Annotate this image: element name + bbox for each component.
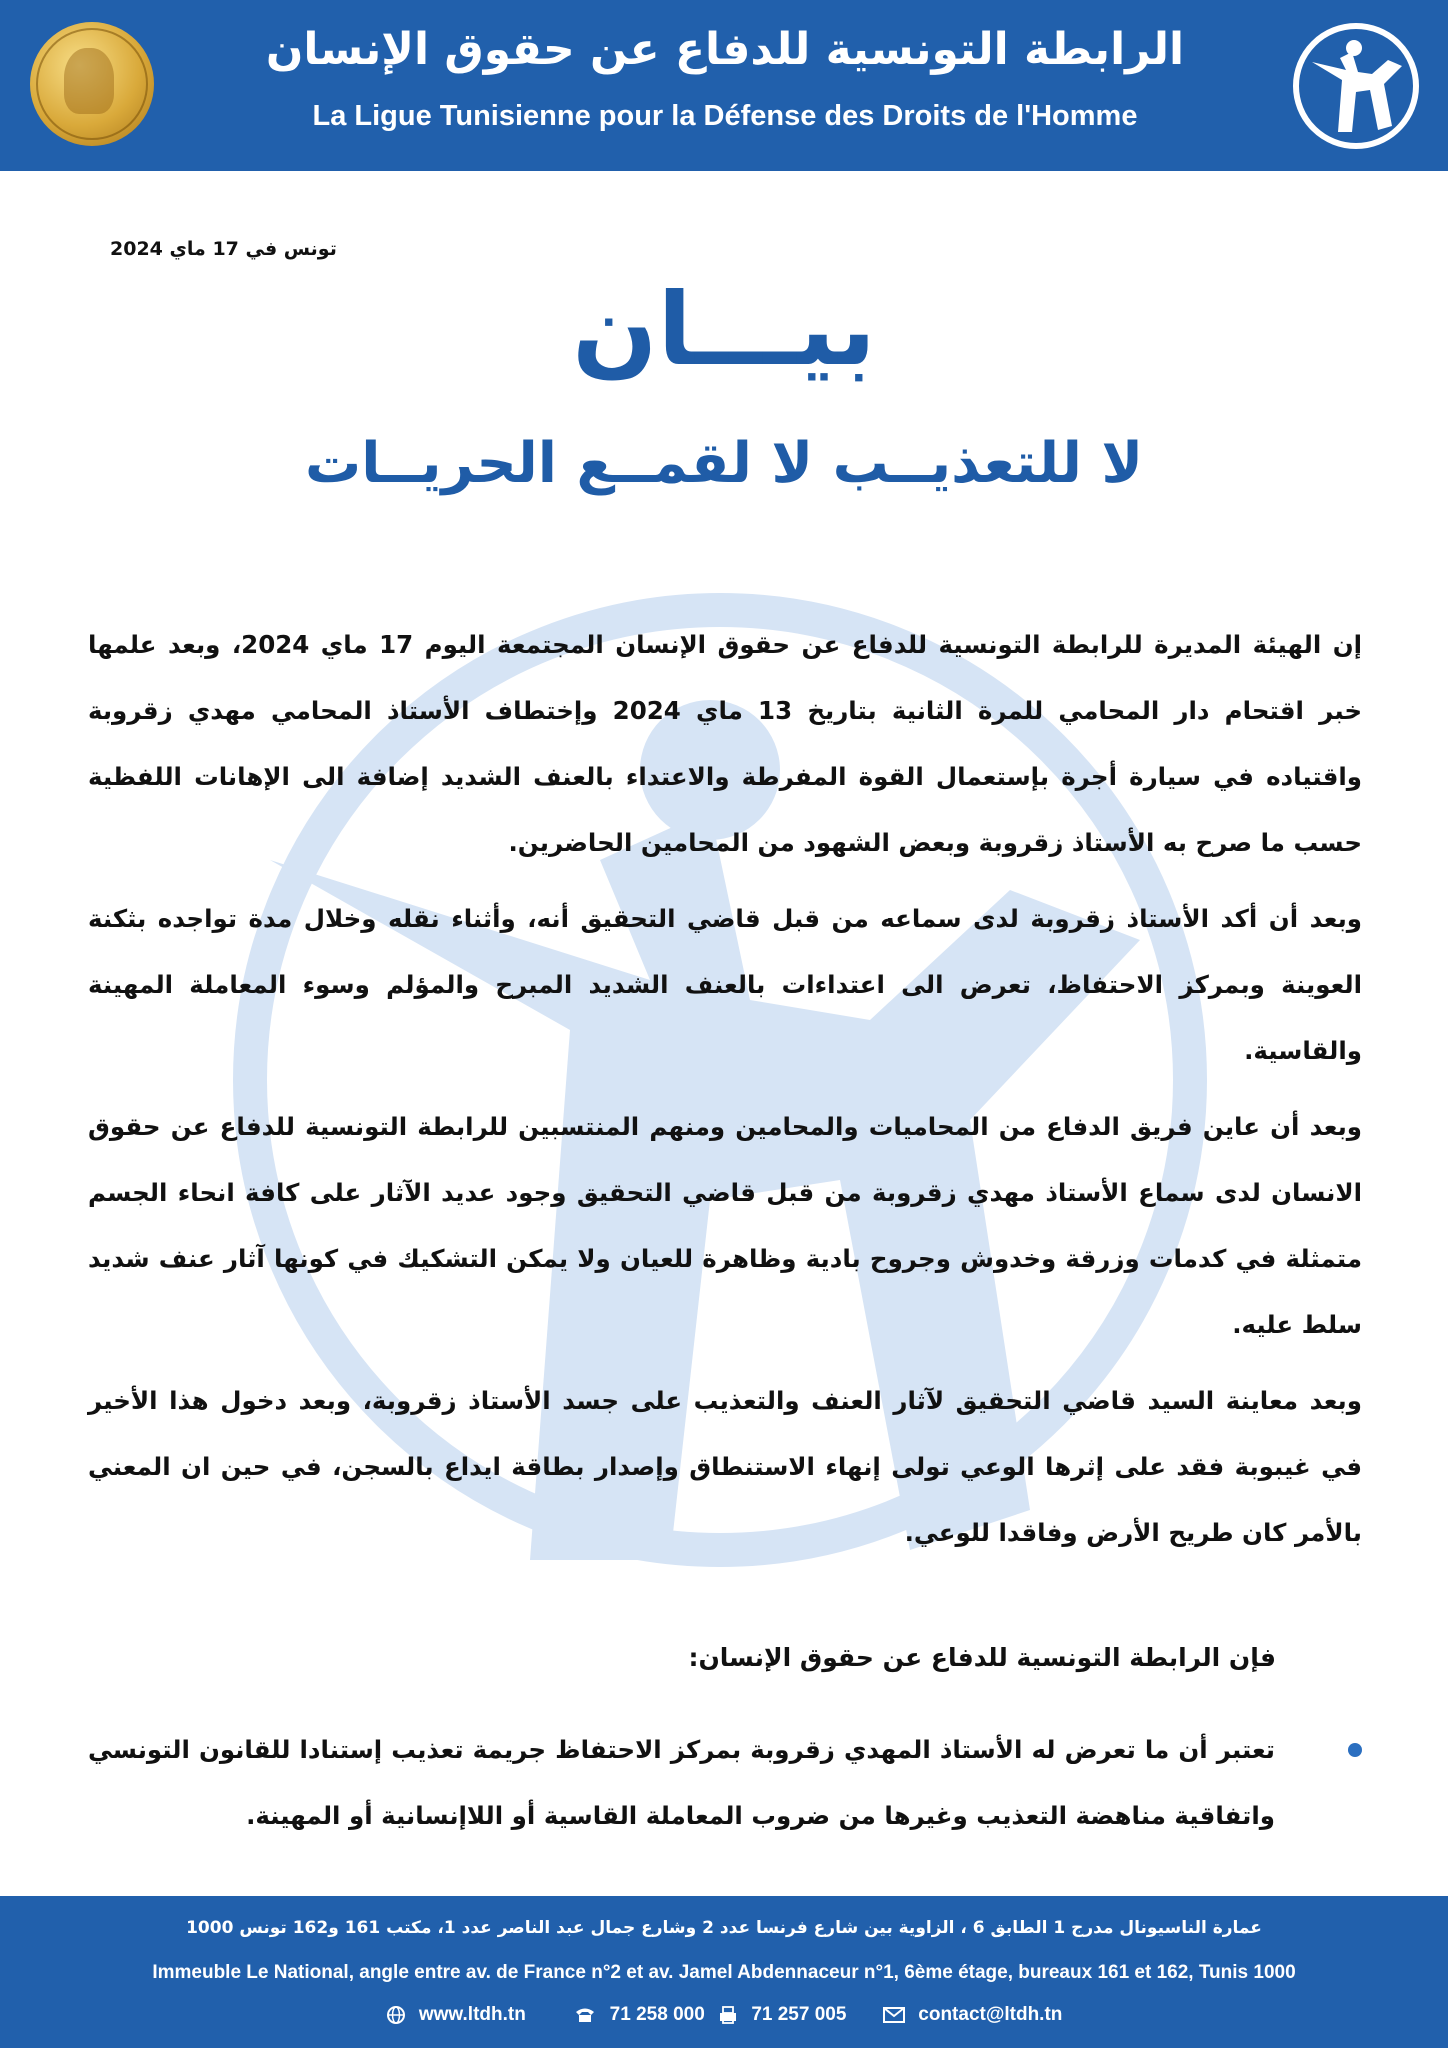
ltdh-logo [1292, 22, 1420, 150]
nobel-medal-logo [30, 22, 154, 146]
document-title: بيـــان [572, 271, 876, 388]
resolution-list [88, 1717, 1362, 1849]
bullet-icon [1348, 1743, 1362, 1757]
paragraph: وبعد أن أكد الأستاذ زقروبة لدى سماعه من قبل قاضي التحقيق أنه، وأثناء نقله وخلال مدة تواجده بثكنة العوينة وبمركز الاحتفاظ، تعرض الى اعتداءات بالعنف الشديد المبرح والمؤلم وسوء المعاملة المهينة والقاسية. [88, 904, 1362, 1065]
fax-icon [718, 2005, 738, 2025]
paragraph: وبعد معاينة السيد قاضي التحقيق لآثار العنف والتعذيب على جسد الأستاذ زقروبة، وبعد دخول هذا الأخير في غيبوبة فقد على إثرها الوعي تولى إنهاء الاستنطاق وإصدار بطاقة ايداع بالسجن، في حين ان المعني بالأمر كان طريح الأرض وفاقدا للوعي. [88, 1386, 1362, 1547]
statement-body [88, 612, 1362, 1576]
document-date: تونس في 17 ماي 2024 [110, 238, 337, 260]
address-arabic: عمارة الناسيونال مدرج 1 الطابق 6 ، الزاوية بين شارع فرنسا عدد 2 وشارع جمال عبد الناصر عدد 1، مكتب 161 و162 تونس 1000 [186, 1918, 1262, 1938]
list-item: تعتبر أن ما تعرض له الأستاذ المهدي زقروبة بمركز الاحتفاظ جريمة تعذيب إستنادا للقانون التونسي واتفاقية مناهضة التعذيب وغيرها من ضروب المعاملة القاسية أو اللاإنسانية أو المهينة. [88, 1735, 1275, 1830]
address-french: Immeuble Le National, angle entre av. de France n°2 et av. Jamel Abdennaceur n°1, 6ème étage, bureaux 161 et 162, Tunis 1000 [152, 1962, 1296, 1983]
document-subtitle: لا للتعذيــب لا لقمــع الحريــات [304, 431, 1144, 496]
phone-number: 71 258 000 [609, 2004, 705, 2025]
org-name-french: La Ligue Tunisienne pour la Défense des Droits de l'Homme [312, 100, 1138, 132]
paragraph: وبعد أن عاين فريق الدفاع من المحاميات والمحامين ومنهم المنتسبين للرابطة التونسية للدفاع عن حقوق الانسان لدى سماع الأستاذ مهدي زقروبة من قبل قاضي التحقيق وجود عديد الآثار على كافة انحاء الجسم متمثلة في كدمات وزرقة وخدوش وجروح بادية وظاهرة للعيان ولا يمكن التشكيك في كونها آثار عنف شديد سلط عليه. [88, 1112, 1362, 1339]
org-name-arabic: الرابطة التونسية للدفاع عن حقوق الإنسان [265, 24, 1185, 75]
contact-line [0, 2004, 1448, 2026]
footer-banner [0, 1896, 1448, 2048]
header-banner [0, 0, 1448, 171]
globe-icon [386, 2005, 406, 2025]
fax-number: 71 257 005 [751, 2004, 847, 2025]
phone-icon [574, 2006, 596, 2024]
medal-portrait [64, 48, 114, 114]
email-link[interactable]: contact@ltdh.tn [918, 2004, 1063, 2025]
website-link[interactable]: www.ltdh.tn [418, 2004, 526, 2025]
mail-icon [883, 2007, 905, 2023]
resolution-lead: فإن الرابطة التونسية للدفاع عن حقوق الإنسان: [688, 1643, 1276, 1672]
paragraph: إن الهيئة المديرة للرابطة التونسية للدفاع عن حقوق الإنسان المجتمعة اليوم 17 ماي 2024، وبعد علمها خبر اقتحام دار المحامي للمرة الثانية بتاريخ 13 ماي 2024 وإختطاف الأستاذ المحامي مهدي زقروبة واقتياده في سيارة أجرة بإستعمال القوة المفرطة والاعتداء بالعنف الشديد إضافة الى الإهانات اللفظية حسب ما صرح به الأستاذ زقروبة وبعض الشهود من المحامين الحاضرين. [88, 630, 1363, 857]
